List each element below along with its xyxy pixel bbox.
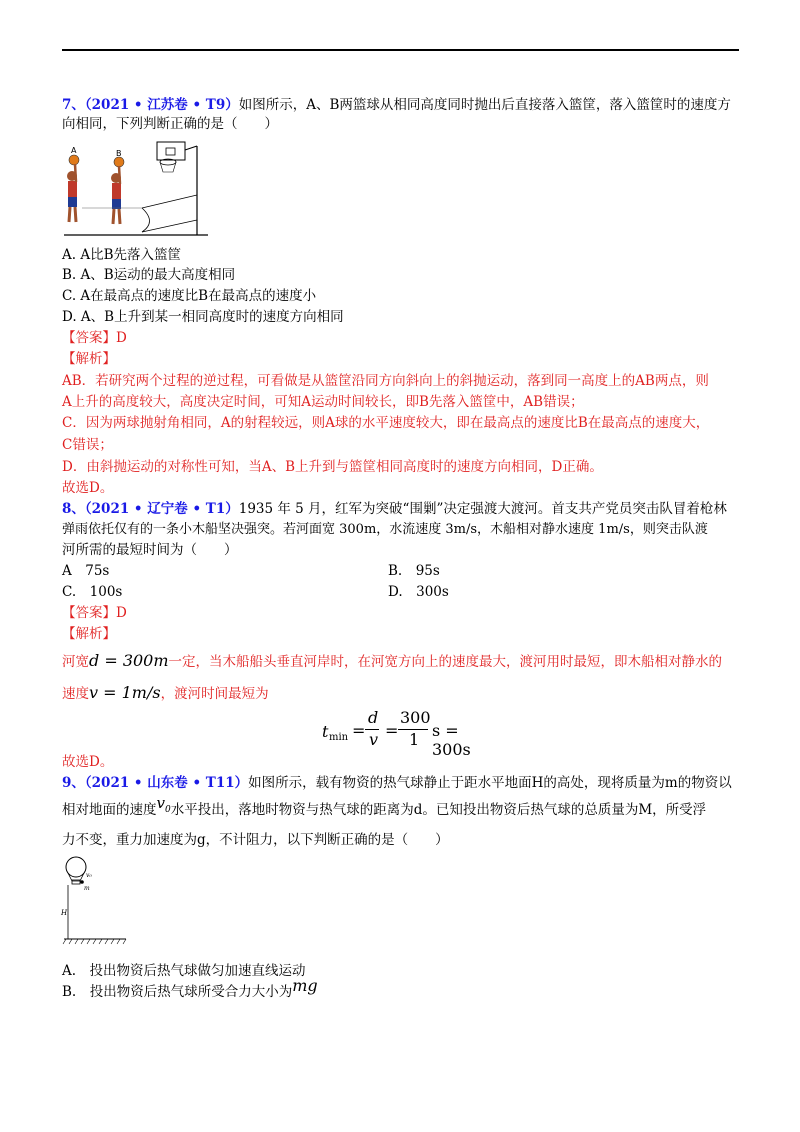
q9-source: （2021 • 山东卷 • T11） <box>84 775 249 791</box>
q9-stem-2b: 水平投出，落地时物资与热气球的距离为d。已知投出物资后热气球的总质量为M，所受浮 <box>170 802 707 818</box>
q8-analysis-title: 【解析】 <box>62 626 116 642</box>
q7-stem-text1: 如图所示，A、B两篮球从相同高度同时抛出后直接落入篮筐，落入篮筐时的速度方 <box>238 97 731 113</box>
q7-stem-line1 <box>62 96 731 114</box>
header-rule <box>62 49 739 51</box>
q8-analysis-line2 <box>62 684 269 703</box>
q8-stem-text1: 1935 年 5 月，红军为突破“围剿”决定强渡大渡河。首支共产党员突击队冒着枪林 <box>238 501 727 517</box>
q8-analysis-1a: 河宽 <box>62 654 89 670</box>
q7-option-b: B. A、B运动的最大高度相同 <box>62 267 236 283</box>
q9-v0 <box>156 794 171 815</box>
q8-option-d: D. 300s <box>388 584 449 600</box>
q8-analysis-1b: 一定，当木船船头垂直河岸时，在河宽方向上的速度最大，渡河用时最短，即木船相对静水的 <box>168 654 723 670</box>
q7-number: 7、 <box>62 97 85 113</box>
q7-analysis-line3: C．因为两球抛射角相同，A的射程较远，则A球的水平速度较大，即在最高点的速度比B在最高点的速度大， <box>62 415 710 431</box>
q7-option-a: A. A比B先落入篮筐 <box>62 247 182 263</box>
q8-analysis-line1 <box>62 652 722 671</box>
q8-stem-line1 <box>62 500 727 518</box>
q9-stem-line3: 力不变，重力加速度为g，不计阻力，以下判断正确的是（ ） <box>62 832 449 848</box>
q9-stem-text1: 如图所示，载有物资的热气球静止于距水平地面H的高处，现将质量为m的物资以 <box>248 775 732 791</box>
q7-analysis-line1: AB．若研究两个过程的逆过程，可看做是从篮筐沿同方向斜向上的斜抛运动，落到同一高度上的AB两点，则 <box>62 373 709 389</box>
q7-stem-line2: 向相同，下列判断正确的是（ ） <box>62 116 278 132</box>
q8-stem-line2: 弹雨依托仅有的一条小木船坚决强突。若河面宽 300m，水流速度 3m/s，木船相对静水速度 1m/s，则突击队渡 <box>62 522 708 537</box>
q8-formula-v: v = 1m/s <box>89 683 161 702</box>
q9-stem-2a: 相对地面的速度 <box>62 802 157 818</box>
formula-t-sub: min <box>329 732 349 743</box>
q8-answer: 【答案】D <box>62 605 127 621</box>
q8-conclusion: 故选D。 <box>62 754 114 770</box>
q8-time-formula: t min = d v = 300 1 s = 300s <box>322 708 502 752</box>
q8-analysis-2b: ，渡河时间最短为 <box>160 686 269 702</box>
q8-number: 8、 <box>62 501 85 517</box>
q9-v-sym: v <box>156 794 165 812</box>
q7-conclusion: 故选D。 <box>62 480 114 496</box>
q9-option-b-text: B. 投出物资后热气球所受合力大小为 <box>62 984 293 1000</box>
q7-answer: 【答案】D <box>62 330 127 346</box>
q7-option-d: D. A、B上升到某一相同高度时的速度方向相同 <box>62 309 344 325</box>
q7-analysis-line4: C错误； <box>62 437 113 453</box>
q9-stem-line2 <box>62 794 707 825</box>
formula-tail: s = 300s <box>432 721 471 759</box>
q7-source: （2021 • 江苏卷 • T9） <box>84 97 239 113</box>
q8-source: （2021 • 辽宁卷 • T1） <box>84 501 239 517</box>
q9-v-sub: 0 <box>164 805 171 815</box>
q7-label-a: A <box>71 146 77 155</box>
q8-formula-d: d = 300m <box>89 651 169 670</box>
q8-option-b: B. 95s <box>388 563 440 579</box>
q9-option-a: A. 投出物资后热气球做匀加速直线运动 <box>62 963 306 979</box>
q9-label-v0: v₀ <box>86 872 92 879</box>
q9-label-h: H <box>61 909 68 917</box>
q7-analysis-line5: D．由斜抛运动的对称性可知，当A、B上升到与篮筐相同高度时的速度方向相同，D正确。 <box>62 459 603 475</box>
q9-stem-line1 <box>62 774 732 792</box>
q9-balloon-figure <box>58 855 130 947</box>
q7-basketball-figure <box>62 140 212 240</box>
q8-option-c: C. 100s <box>62 584 123 600</box>
q7-option-c: C. A在最高点的速度比B在最高点的速度小 <box>62 288 317 304</box>
formula-300: 300 <box>400 708 431 727</box>
formula-t: t <box>322 722 329 741</box>
q8-stem-line3: 河所需的最短时间为（ ） <box>62 542 238 558</box>
q9-option-b <box>62 976 318 1001</box>
q7-analysis-line2: A上升的高度较大，高度决定时间，可知A运动时间较长，即B先落入篮筐中，AB错误； <box>62 394 584 410</box>
q9-option-b-mg: mg <box>292 976 318 995</box>
q9-number: 9、 <box>62 775 85 791</box>
formula-d: d <box>368 708 379 727</box>
q9-label-m: m <box>84 885 90 892</box>
q7-analysis-title: 【解析】 <box>62 351 116 367</box>
q8-option-a: A 75s <box>62 563 110 579</box>
formula-v: v <box>369 730 379 749</box>
q8-analysis-2a: 速度 <box>62 686 89 702</box>
q7-label-b: B <box>116 149 122 158</box>
formula-1: 1 <box>409 730 420 749</box>
